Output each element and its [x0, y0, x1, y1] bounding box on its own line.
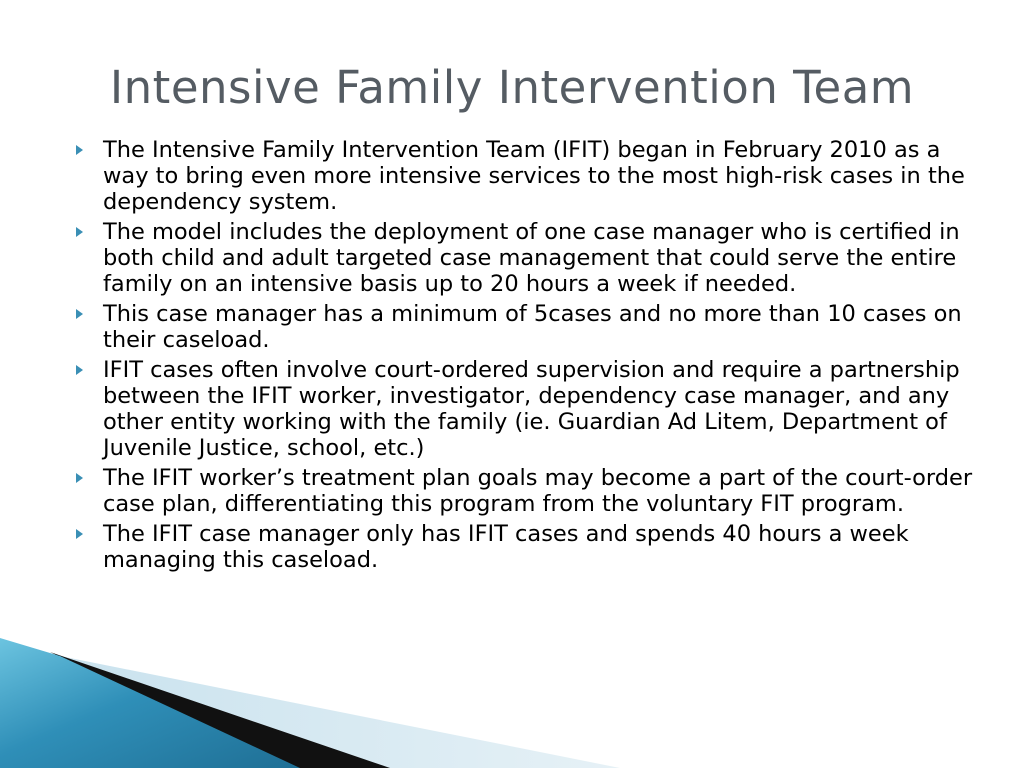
corner-swoosh-decoration: [0, 638, 620, 768]
bullet-text: The IFIT worker’s treatment plan goals may become a part of the court-order case plan, differentiating this program from the voluntary FIT program.: [103, 465, 973, 517]
triangle-right-icon: [76, 365, 83, 375]
triangle-right-icon: [76, 529, 83, 539]
slide-title: Intensive Family Intervention Team: [109, 61, 915, 114]
bullet-item: [74, 357, 974, 461]
bullet-text: The model includes the deployment of one case manager who is certified in both child and adult targeted case management that could serve the entire family on an intensive basis up to 20 hours a week if needed.: [103, 219, 960, 297]
bullet-item: [74, 521, 974, 573]
bullet-text: IFIT cases often involve court-ordered supervision and require a partnership between the IFIT worker, investigator, dependency case manager, and any other entity working with the family (ie. Guardian Ad Litem, Department of Juvenile Justice, school, etc.): [103, 357, 960, 461]
bullet-item: [74, 137, 974, 215]
triangle-right-icon: [76, 145, 83, 155]
bullet-list: [74, 137, 974, 577]
bullet-item: [74, 301, 974, 353]
bullet-text: The Intensive Family Intervention Team (IFIT) began in February 2010 as a way to bring even more intensive services to the most high-risk cases in the dependency system.: [103, 137, 965, 215]
bullet-item: [74, 465, 974, 517]
bullet-text: This case manager has a minimum of 5cases and no more than 10 cases on their caseload.: [103, 301, 962, 353]
bullet-item: [74, 219, 974, 297]
triangle-right-icon: [76, 227, 83, 237]
triangle-right-icon: [76, 473, 83, 483]
triangle-right-icon: [76, 309, 83, 319]
bullet-text: The IFIT case manager only has IFIT cases and spends 40 hours a week managing this caseload.: [103, 521, 909, 573]
